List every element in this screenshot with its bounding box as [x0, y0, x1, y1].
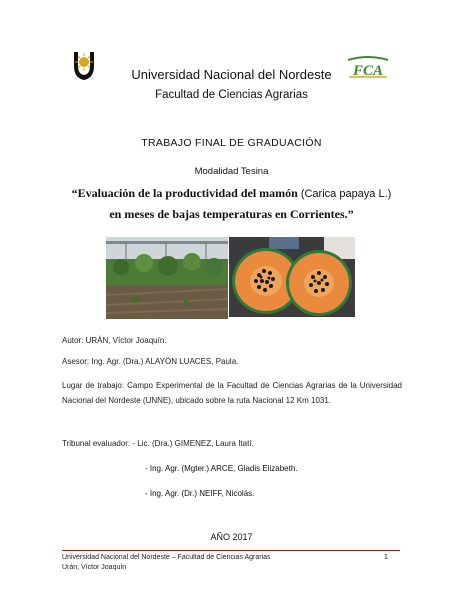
university-name: Universidad Nacional del Nordeste	[131, 67, 332, 82]
thesis-title-scientific-name: (Carica papaya L.)	[300, 188, 392, 200]
author-line: Autor: URÁN, Víctor Joaquín.	[62, 336, 167, 345]
tribunal-member-3: - Ing. Agr. (Dr.) NEIFF, Nicolás.	[145, 489, 255, 498]
workplace-paragraph: Lugar de trabajo: Campo Experimental de la Facultad de Ciencias Agrarias de la Universidad Nacional del Nordeste (UNNE), ubicado sobre la ruta Nacional 12 Km 1031.	[62, 381, 402, 405]
page-number: 1	[384, 554, 388, 561]
papaya-photo	[229, 237, 355, 317]
footer-divider	[62, 550, 400, 551]
tribunal-member-2: - Ing. Agr. (Mgter.) ARCE, Gladis Elizabeth.	[145, 464, 298, 473]
faculty-logo-text: FCA	[352, 63, 384, 79]
field-photo	[106, 237, 228, 319]
document-modality: Modalidad Tesina	[194, 166, 269, 177]
footer-author: Urán, Víctor Joaquín	[62, 564, 127, 571]
thesis-title-line1	[0, 186, 463, 201]
document-year: AÑO 2017	[210, 532, 253, 542]
footer-institution: Universidad Nacional del Nordeste – Facultad de Ciencias Agrarias	[62, 554, 271, 561]
thesis-title-part1: “Evaluación de la productividad del mamón	[71, 186, 301, 200]
document-type: TRABAJO FINAL DE GRADUACIÓN	[141, 137, 322, 149]
advisor-line: Asesor: Ing. Agr. (Dra.) ALAYÓN LUACES, Paula.	[62, 357, 239, 366]
tribunal-member-1: Tribunal evaluador: - Lic. (Dra.) GIMENEZ, Laura Itatí.	[62, 439, 254, 448]
faculty-name: Facultad de Ciencias Agrarias	[155, 89, 308, 101]
thesis-title-line2: en meses de bajas temperaturas en Corrientes.”	[109, 207, 354, 221]
